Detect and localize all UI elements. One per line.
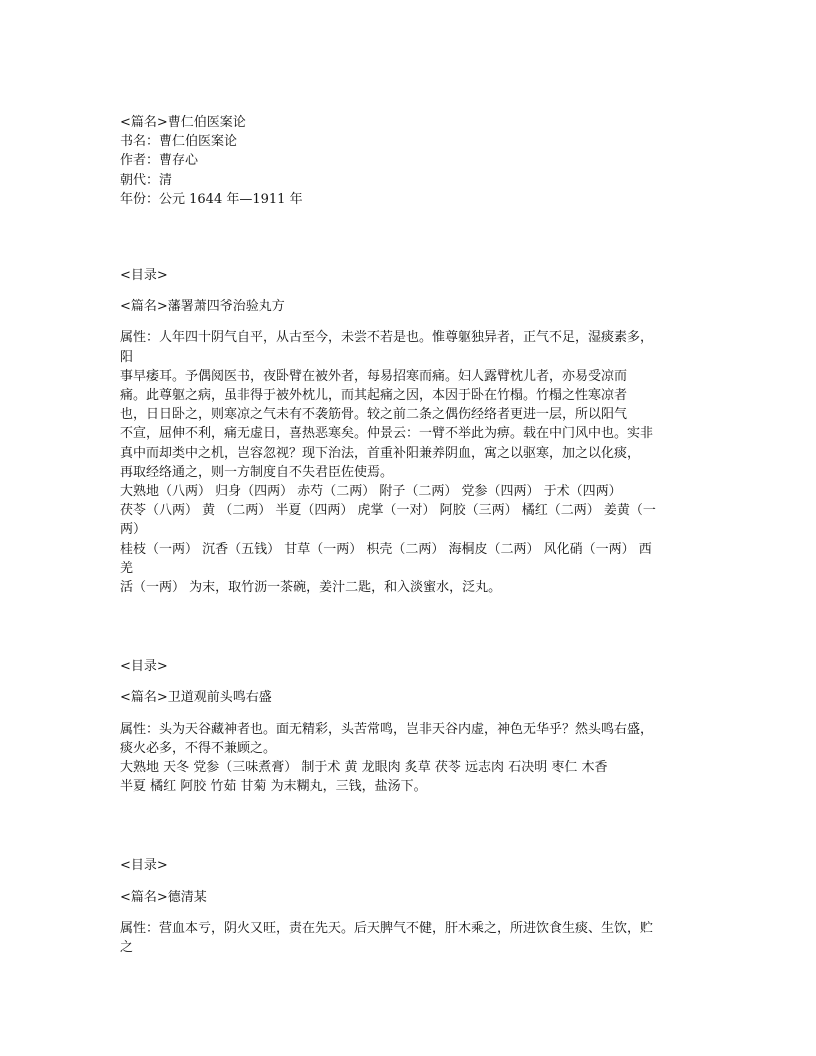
spacer [120, 209, 700, 266]
body-line: 属性：营血本亏，阴火又旺，责在先天。后天脾气不健，肝木乘之，所进饮食生痰、生饮，贮 [120, 920, 654, 936]
body-line: 大熟地 天冬 党参（三味煮膏） 制于术 黄 龙眼肉 炙草 茯苓 远志肉 石决明 枣仁 木香 [120, 760, 608, 776]
dynasty: 朝代：清 [120, 172, 173, 188]
document-page [120, 113, 700, 957]
body-line: 桂枝（一两） 沉香（五钱） 甘草（一两） 枳壳（二两） 海桐皮（二两） 风化硝（一两） 西 [120, 541, 652, 557]
body-line: 不宣，屈伸不利，痛无虚日，喜热恶寒矣。仲景云：一臂不举此为痹。载在中门风中也。实非 [120, 426, 654, 442]
book-name: 书名：曹仁伯医案论 [120, 134, 238, 150]
body-line: 之 [120, 940, 134, 956]
spacer [120, 708, 700, 720]
body-line: 两） [120, 522, 147, 538]
spacer [120, 676, 700, 688]
toc-link[interactable]: <目录> [120, 858, 168, 874]
section-body [120, 720, 700, 797]
body-line: 活（一两） 为末，取竹沥一茶碗，姜汁二匙，和入淡蜜水，泛丸。 [120, 580, 502, 596]
body-line: 痛。此尊躯之病，虽非得于被外枕儿，而其起痛之因，本因于卧在竹榻。竹榻之性寒凉者 [120, 388, 628, 404]
section-body [120, 919, 700, 957]
body-line: 半夏 橘红 阿胶 竹茹 甘菊 为末糊丸，三钱，盐汤下。 [120, 779, 427, 795]
section-title: <篇名>卫道观前头鸣右盛 [120, 690, 272, 706]
spacer [120, 597, 700, 657]
title-line: <篇名>曹仁伯医案论 [120, 115, 246, 130]
body-line: 大熟地（八两） 归身（四两） 赤芍（二两） 附子（二两） 党参（四两） 于术（四两） [120, 484, 622, 500]
toc-link[interactable]: <目录> [120, 659, 168, 675]
body-line: 茯苓（八两） 黄 （二两） 半夏（四两） 虎掌（一对） 阿胶（三两） 橘红（二两） 姜黄（一 [120, 503, 656, 519]
body-line: 阳 [120, 349, 134, 365]
spacer [120, 876, 700, 888]
body-line: 羌 [120, 560, 134, 576]
year: 年份：公元 1644 年—1911 年 [120, 191, 303, 207]
body-line: 真中而却类中之机，岂容忽视？现下治法，首重补阳兼养阴血，寓之以驱寒，加之以化痰， [120, 445, 641, 461]
body-line: 属性：头为天谷藏神者也。面无精彩，头苦常鸣，岂非天谷内虚，神色无华乎？然头鸣右盛， [120, 721, 654, 737]
body-line: 痰火必多，不得不兼顾之。 [120, 740, 277, 756]
author: 作者：曹存心 [120, 153, 199, 169]
section-body [120, 328, 700, 597]
spacer [120, 796, 700, 856]
spacer [120, 316, 700, 328]
toc-link[interactable]: <目录> [120, 268, 168, 284]
spacer [120, 907, 700, 919]
section-title: <篇名>藩署萧四爷治验丸方 [120, 299, 285, 315]
spacer [120, 285, 700, 297]
body-line: 事早痿耳。予偶阅医书，夜卧臂在被外者，每易招寒而痛。妇人露臂枕儿者，亦易受凉而 [120, 368, 628, 384]
body-line: 再取经络通之，则一方制度自不失君臣佐使焉。 [120, 464, 394, 480]
body-line: 也，日日卧之，则寒凉之气未有不袭筋骨。较之前二条之偶伤经络者更进一层，所以阳气 [120, 407, 628, 423]
section-title: <篇名>德清某 [120, 889, 207, 905]
body-line: 属性：人年四十阴气自平，从古至今，未尝不若是也。惟尊躯独异者，正气不足，湿痰素多， [120, 330, 654, 346]
